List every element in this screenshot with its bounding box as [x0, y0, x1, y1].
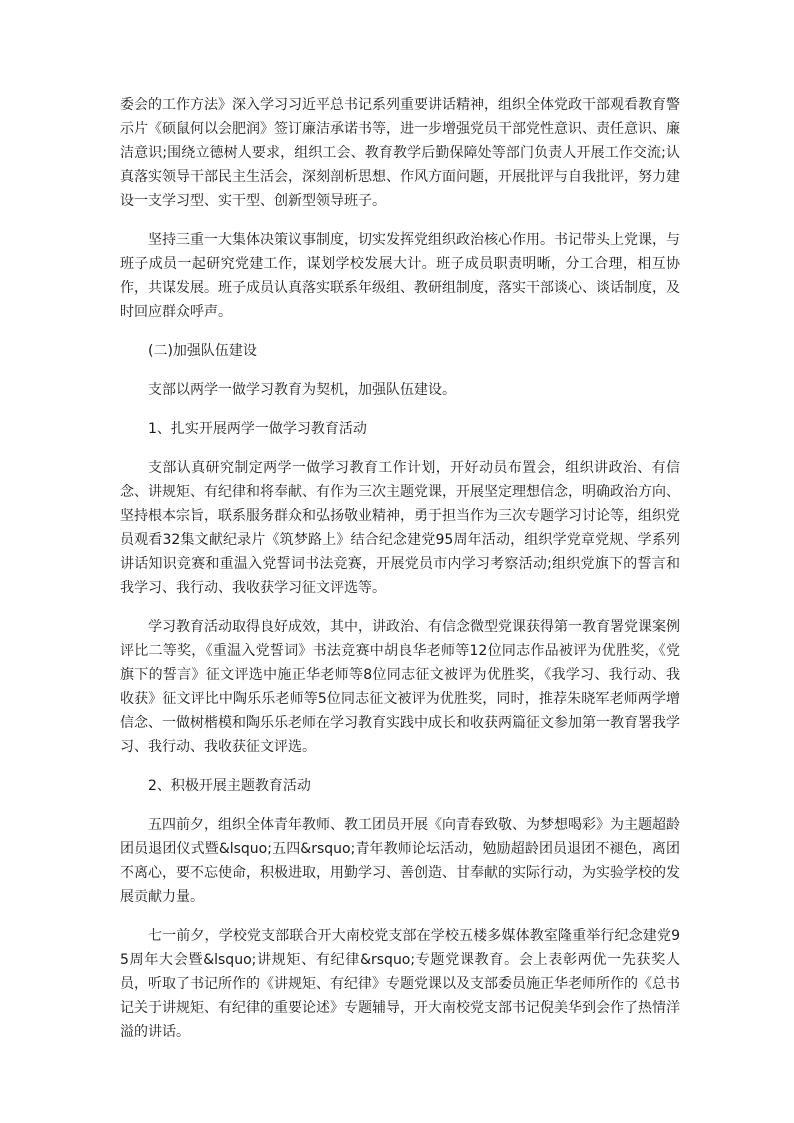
paragraph-team-building-intro: 支部以两学一做学习教育为契机，加强队伍建设。: [148, 382, 456, 398]
section-heading-team-building: (二)加强队伍建设: [148, 343, 257, 359]
document-page: [120, 93, 680, 1059]
paragraph-study-plan: 支部认真研究制定两学一做学习教育工作计划，开好动员布置会，组织讲政治、有信念、讲规矩、有纪律和将奉献、有作为三次主题党课，开展坚定理想信念，明确政治方向、坚持根本宗旨，联系服务群众和弘扬敬业精神，勇于担当作为三次专题学习讨论等，组织党员观看32集文献纪录片《筑梦路上》结合纪念建党95周年活动，组织学党章党规、学系列讲话知识竞赛和重温入党誓词书法竞赛，开展党员市内学习考察活动;组织党旗下的誓言和我学习、我行动、我收获学习征文评选等。: [120, 460, 680, 596]
paragraph-collective-decision: 坚持三重一大集体决策议事制度，切实发挥党组织政治核心作用。书记带头上党课，与班子成员一起研究党建工作，谋划学校发展大计。班子成员职责明晰，分工合理，相互协作，共谋发展。班子成员认真落实联系年级组、教研组制度，落实干部谈心、谈话制度，及时回应群众呼声。: [120, 232, 680, 320]
subheading-two-studies: 1、扎实开展两学一做学习教育活动: [148, 421, 367, 437]
paragraph-study-results: 学习教育活动取得良好成效，其中，讲政治、有信念微型党课获得第一教育署党课案例评比二等奖，《重温入党誓词》书法竞赛中胡良华老师等12位同志作品被评为优胜奖，《党旗下的誓言》征文评选中施正华老师等8位同志征文被评为优胜奖，《我学习、我行动、我收获》征文评比中陶乐乐老师等5位同志征文被评为优胜奖，同时，推荐朱晓军老师两学增信念、一做树楷模和陶乐乐老师在学习教育实践中成长和收获两篇征文参加第一教育署我学习、我行动、我收获征文评选。: [120, 619, 680, 755]
paragraph-party-work-methods: 委会的工作方法》深入学习习近平总书记系列重要讲话精神，组织全体党政干部观看教育警示片《硕鼠何以会肥润》签订廉洁承诺书等，进一步增强党员干部党性意识、责任意识、廉洁意识;围绕立德树人要求，组织工会、教育教学后勤保障处等部门负责人开展工作交流;认真落实领导干部民主生活会，深刻剖析思想、作风方面问题，开展批评与自我批评，努力建设一支学习型、实干型、创新型领导班子。: [120, 97, 680, 209]
subheading-theme-education: 2、积极开展主题教育活动: [148, 778, 311, 794]
paragraph-july-first: 七一前夕，学校党支部联合开大南校党支部在学校五楼多媒体教室隆重举行纪念建党95周年大会暨&lsquo;讲规矩、有纪律&rsquo;专题党课教育。会上表彰两优一先获奖人员，听取了书记所作的《讲规矩、有纪律》专题党课以及支部委员施正华老师所作的《总书记关于讲规矩、有纪律的重要论述》专题辅导，开大南校党支部书记倪美华到会作了热情洋溢的讲话。: [120, 928, 680, 1040]
paragraph-may-fourth: 五四前夕，组织全体青年教师、教工团员开展《向青春致敬、为梦想喝彩》为主题超龄团员退团仪式暨&lsquo;五四&rsquo;青年教师论坛活动，勉励超龄团员退团不褪色，离团不离心，要不忘使命，积极进取，用勤学习、善创造、甘奉献的实际行动，为实验学校的发展贡献力量。: [120, 817, 680, 905]
